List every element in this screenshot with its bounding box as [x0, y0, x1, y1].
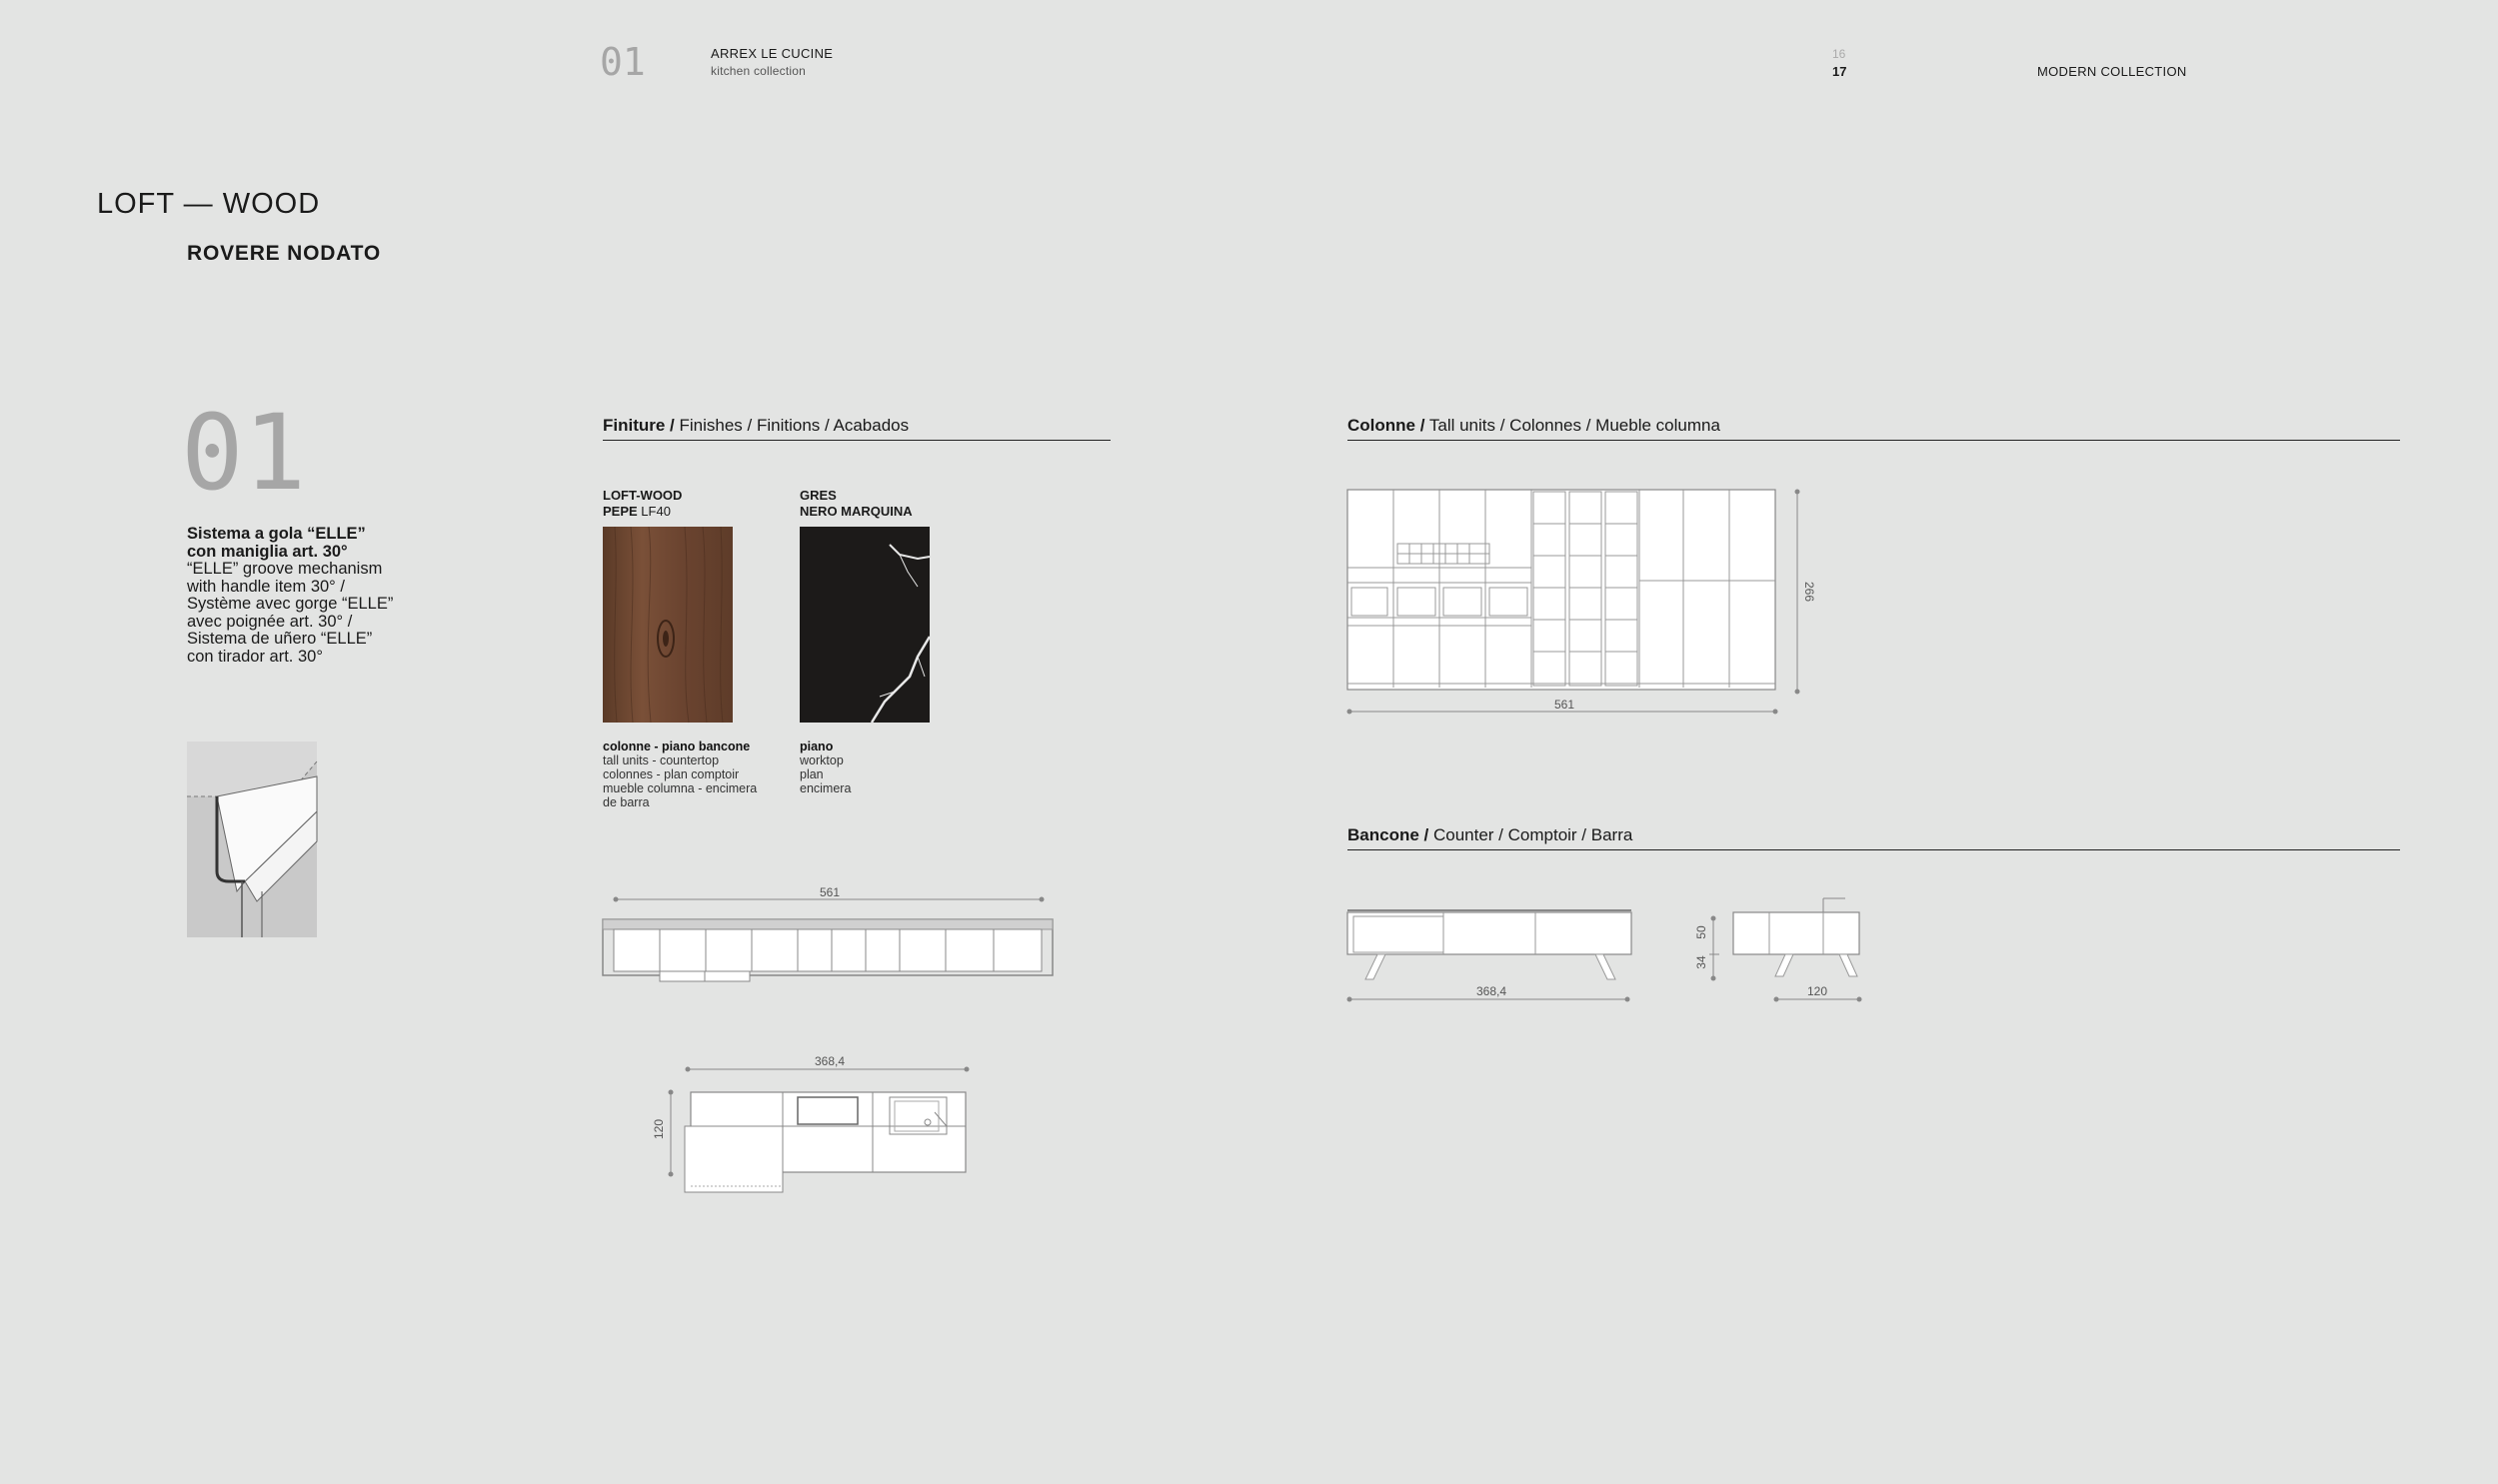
page-number-left: 16 [1832, 47, 1846, 61]
counter-heading-bold: Bancone / [1347, 825, 1429, 844]
swatch1-caption-line: colonnes - plan comptoir [603, 767, 740, 781]
tall-units-heading [1347, 416, 2400, 441]
swatch1-name: LOFT-WOOD [603, 488, 683, 503]
page-title: LOFT — WOOD [97, 188, 321, 220]
feature-title-line2: con maniglia art. 30° [187, 542, 348, 561]
brand-subtitle: kitchen collection [711, 64, 806, 78]
feature-desc-line: con tirador art. 30° [187, 647, 323, 666]
feature-desc-line: “ELLE” groove mechanism [187, 560, 383, 578]
swatch1-name-bold: PEPE [603, 504, 638, 519]
swatch2-caption-line: encimera [800, 781, 852, 795]
finishes-heading-rest: Finishes / Finitions / Acabados [674, 416, 910, 435]
collection-label: MODERN COLLECTION [2037, 64, 2187, 79]
feature-number: 01 [181, 392, 307, 514]
feature-desc-line: with handle item 30° / [187, 577, 345, 596]
tall-units-height-label: 266 [1802, 581, 1816, 603]
swatch-wood [603, 527, 733, 723]
counter-width-label: 368,4 [1475, 984, 1507, 998]
counter-front-elevation [1347, 894, 1637, 1004]
swatch2-label [800, 488, 913, 520]
swatch1-caption [603, 740, 783, 809]
page-subtitle: ROVERE NODATO [187, 242, 381, 265]
feature-description [187, 526, 447, 666]
counter-heading-rest: Counter / Comptoir / Barra [1428, 825, 1633, 844]
swatch1-caption-title: colonne - piano bancone [603, 740, 751, 753]
counter-dim-a-label: 50 [1694, 925, 1708, 939]
plan-island-top-view [652, 1054, 975, 1234]
plan-island-width-label: 368,4 [814, 1054, 846, 1068]
plan-top-width-label: 561 [819, 885, 841, 899]
swatch1-code: LF40 [637, 504, 671, 519]
tall-units-elevation [1347, 488, 1817, 718]
swatch2-name-line2: NERO MARQUINA [800, 504, 913, 519]
finishes-heading [603, 416, 1111, 441]
swatch1-caption-line: mueble columna - encimera [603, 781, 758, 795]
plan-wall-top-view [600, 879, 1060, 999]
swatch1-caption-line: tall units - countertop [603, 753, 720, 767]
feature-desc-line: Sistema de uñero “ELLE” [187, 630, 373, 648]
swatch2-caption-line: worktop [800, 753, 844, 767]
tall-units-width-label: 561 [1553, 698, 1575, 712]
swatch1-label [603, 488, 682, 520]
feature-desc-line: Système avec gorge “ELLE” [187, 595, 394, 613]
swatch2-caption-title: piano [800, 740, 834, 753]
plan-island-depth-label: 120 [652, 1118, 666, 1140]
tall-units-heading-rest: Tall units / Colonnes / Mueble columna [1424, 416, 1720, 435]
swatch2-caption-line: plan [800, 767, 824, 781]
page-number-right: 17 [1832, 64, 1847, 79]
counter-depth-label: 120 [1806, 984, 1828, 998]
swatch2-caption [800, 740, 920, 795]
finishes-heading-bold: Finiture / [603, 416, 675, 435]
counter-heading [1347, 825, 2400, 850]
feature-title-line1: Sistema a gola “ELLE” [187, 525, 366, 543]
swatch2-name: GRES [800, 488, 837, 503]
tall-units-heading-bold: Colonne / [1347, 416, 1425, 435]
swatch-marble [800, 527, 930, 723]
counter-side-elevation [1694, 894, 1869, 1004]
swatch1-caption-line: de barra [603, 795, 650, 809]
brand-name: ARREX LE CUCINE [711, 46, 834, 61]
section-number: 01 [600, 40, 646, 84]
feature-desc-line: avec poignée art. 30° / [187, 612, 353, 631]
counter-dim-b-label: 34 [1694, 955, 1708, 969]
handle-profile-diagram [187, 742, 317, 937]
